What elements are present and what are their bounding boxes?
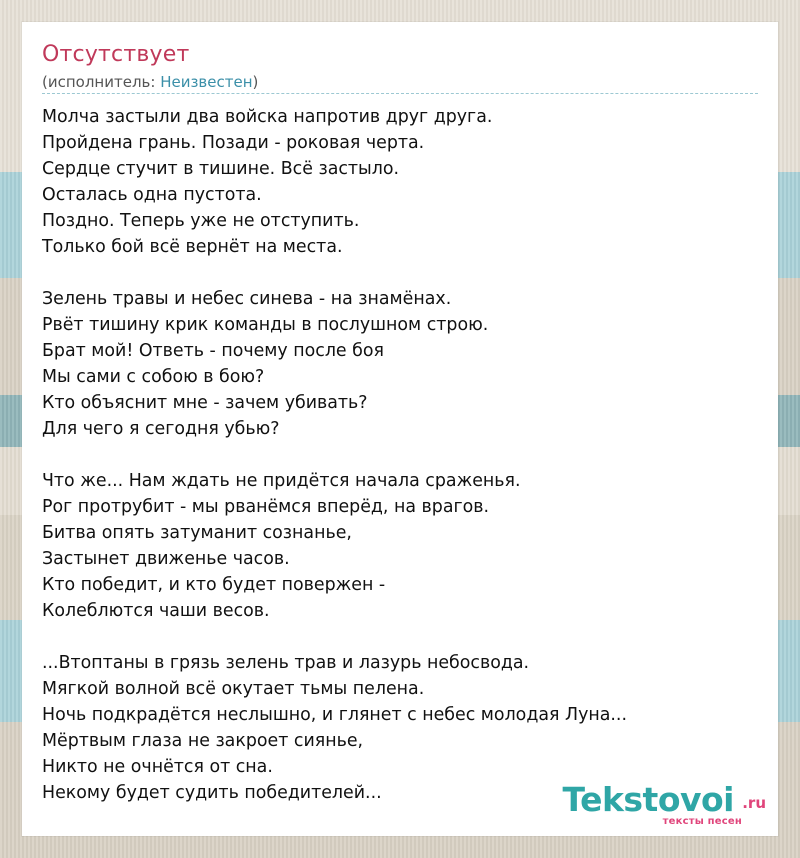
stanza [42, 468, 758, 624]
stanza [42, 286, 758, 442]
lyrics-text [42, 104, 758, 832]
lyric-line: Кто победит, и кто будет повержен - [42, 575, 386, 595]
site-logo[interactable] [562, 778, 772, 828]
stanza [42, 104, 758, 260]
lyric-line: Рвёт тишину крик команды в послушном строю. [42, 315, 489, 335]
lyric-line: Кто объяснит мне - зачем убивать? [42, 393, 368, 413]
lyric-line: Никто не очнётся от сна. [42, 757, 273, 777]
lyrics-card [22, 22, 778, 836]
title-divider [42, 93, 758, 94]
artist-link[interactable]: Неизвестен [160, 73, 253, 91]
lyric-line: Зелень травы и небес синева - на знамёнах. [42, 289, 452, 309]
lyric-line: Ночь подкрадётся неслышно, и глянет с небес молодая Луна... [42, 705, 627, 725]
lyric-line: Поздно. Теперь уже не отступить. [42, 211, 360, 231]
logo-domain: .ru [742, 794, 766, 812]
lyric-line: Только бой всё вернёт на места. [42, 237, 343, 257]
lyric-line: Мягкой волной всё окутает тьмы пелена. [42, 679, 425, 699]
logo-tagline: тексты песен [662, 816, 742, 827]
lyric-line: Молча застыли два войска напротив друг друга. [42, 107, 493, 127]
lyric-line: Мёртвым глаза не закроет сиянье, [42, 731, 364, 751]
logo-wordmark: Tekstovoi [562, 780, 734, 819]
lyric-line: Сердце стучит в тишине. Всё застыло. [42, 159, 400, 179]
lyric-line: Пройдена грань. Позади - роковая черта. [42, 133, 425, 153]
lyric-line: Некому будет судить победителей... [42, 783, 382, 803]
lyric-line: Брат мой! Ответь - почему после боя [42, 341, 384, 361]
artist-suffix: ) [252, 73, 259, 91]
lyric-line: ...Втоптаны в грязь зелень трав и лазурь небосвода. [42, 653, 530, 673]
artist-prefix: (исполнитель: [42, 73, 161, 91]
lyric-line: Мы сами с собою в бою? [42, 367, 265, 387]
lyric-line: Осталась одна пустота. [42, 185, 262, 205]
lyric-line: Колеблются чаши весов. [42, 601, 270, 621]
lyric-line: Что же... Нам ждать не придётся начала сраженья. [42, 471, 521, 491]
lyric-line: Для чего я сегодня убью? [42, 419, 280, 439]
song-title: Отсутствует [42, 42, 190, 67]
artist-line [42, 73, 258, 91]
lyric-line: Битва опять затуманит сознанье, [42, 523, 352, 543]
lyric-line: Рог протрубит - мы рванёмся вперёд, на врагов. [42, 497, 490, 517]
lyric-line: Застынет движенье часов. [42, 549, 290, 569]
